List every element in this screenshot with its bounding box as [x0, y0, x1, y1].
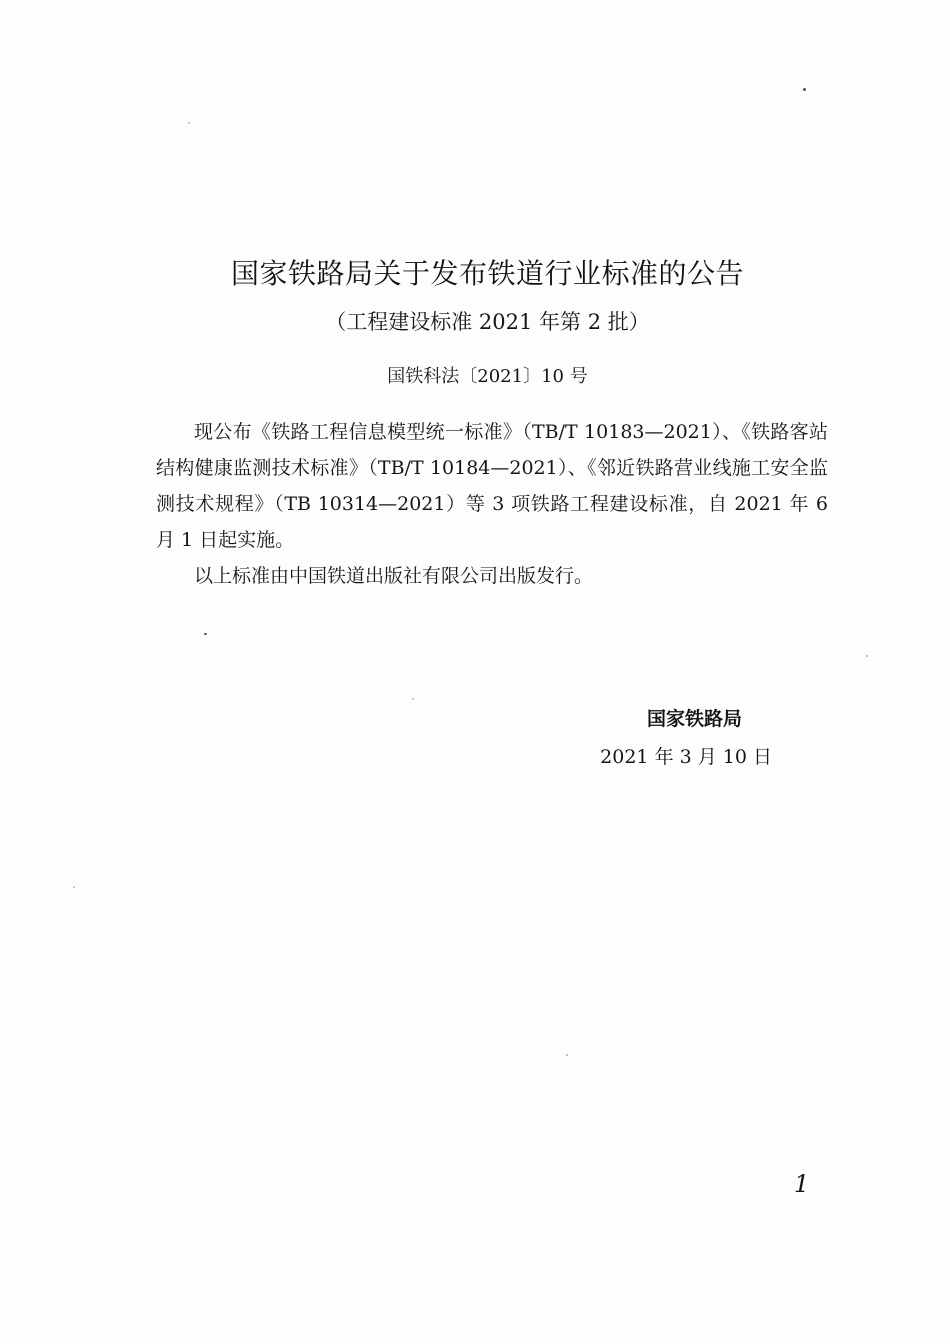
page-number: 1: [794, 1170, 810, 1198]
announcement-subtitle: （工程建设标准 2021 年第 2 批）: [325, 310, 650, 334]
scan-speck: [204, 633, 207, 635]
document-number: 国铁科法〔2021〕10 号: [387, 366, 588, 387]
body-paragraph: 以上标准由中国铁道出版社有限公司出版发行。: [194, 565, 594, 587]
issuing-authority: 国家铁路局: [646, 708, 742, 730]
scan-speck: [73, 886, 75, 888]
announcement-title: 国家铁路局关于发布铁道行业标准的公告: [230, 257, 744, 290]
scan-speck: [188, 122, 190, 124]
scan-speck: [566, 1054, 568, 1056]
scan-speck: [412, 698, 414, 700]
announcement-body: [156, 414, 828, 594]
issue-date: 2021 年 3 月 10 日: [600, 746, 772, 768]
body-paragraph: 现公布《铁路工程信息模型统一标准》（TB/T 10183—2021）、《铁路客站结构健康监测技术标准》（TB/T 10184—2021）、《邻近铁路营业线施工安全监测技术规程》（TB 10314—2021）等 3 项铁路工程建设标准，自 2021 年 6 月 1 日起实施。: [156, 421, 828, 551]
scan-speck: [866, 655, 868, 657]
scan-speck: [803, 88, 806, 91]
